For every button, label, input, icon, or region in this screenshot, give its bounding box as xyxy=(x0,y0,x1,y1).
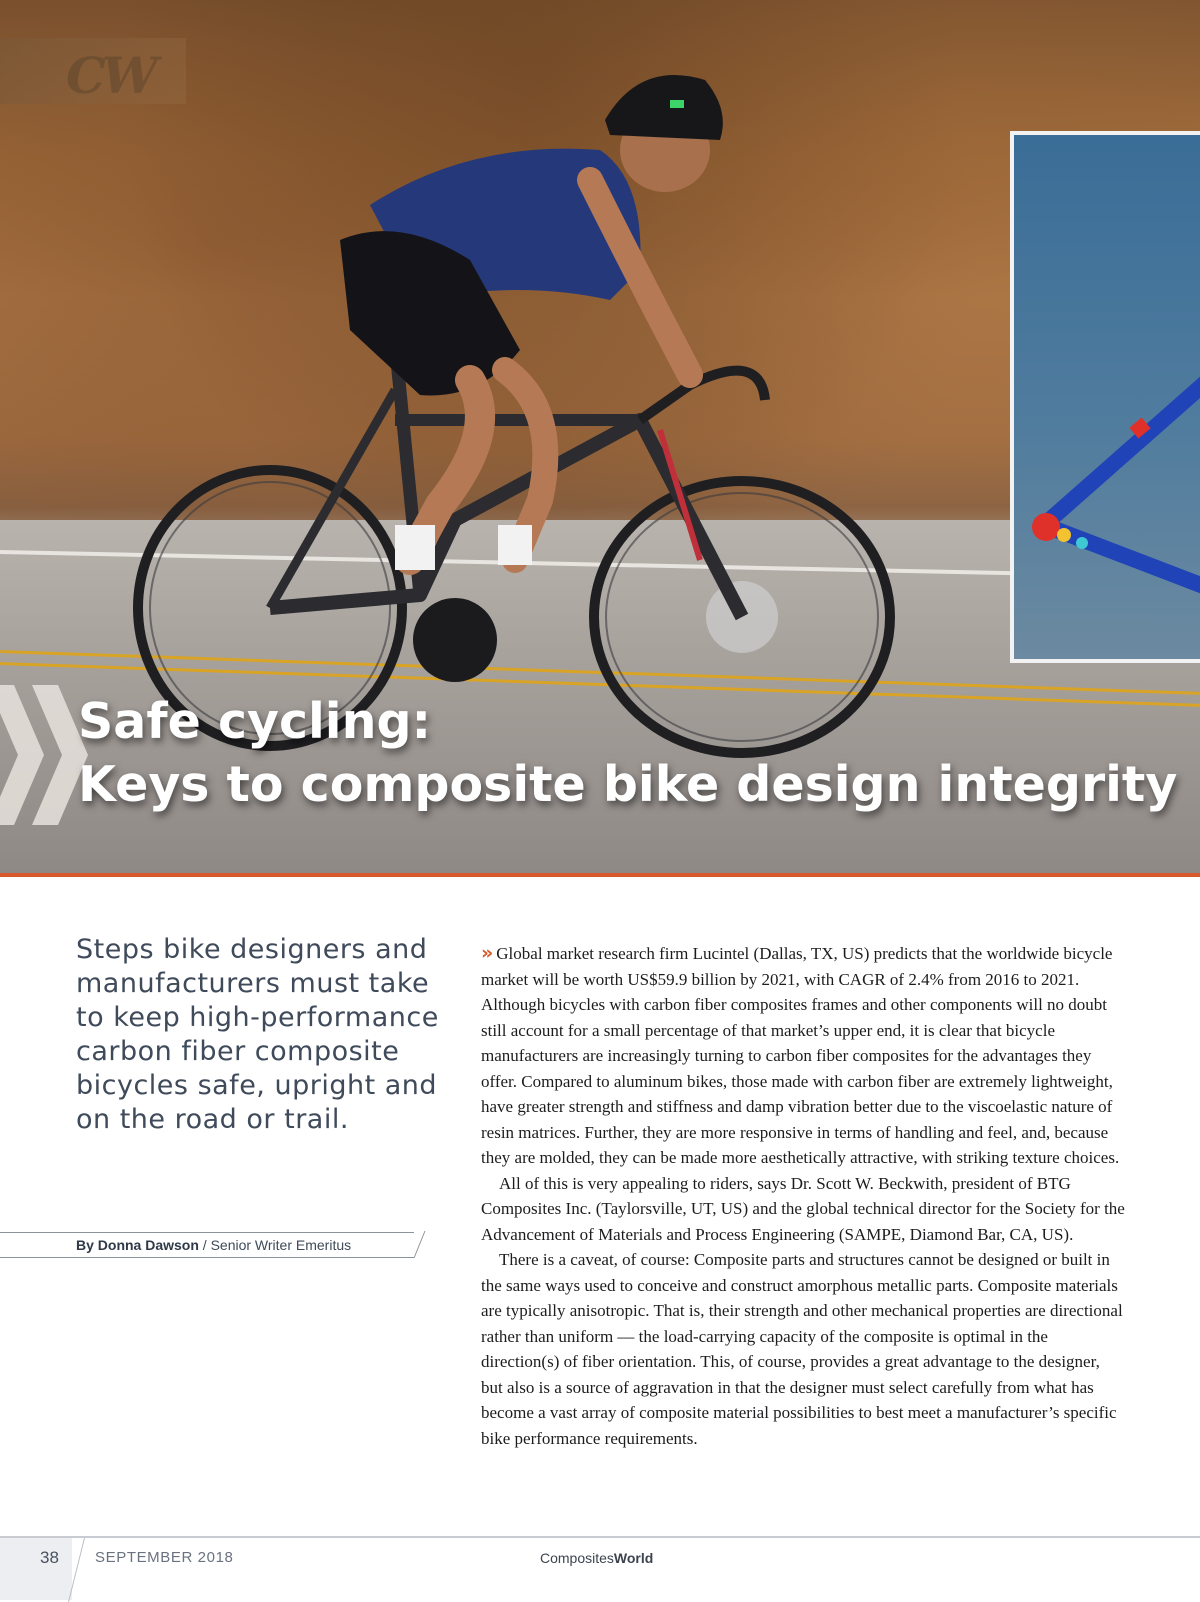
paragraph-1-text: Global market research firm Lucintel (Dallas, TX, US) predicts that the worldwide bicycle market will be worth US$59.9 billion by 2021, with CAGR of 2.4% from 2016 to 2021. Although bicycles with carbon fiber composites frames and other components will no doubt still account for a small percentage of that market’s upper end, it is clear that bicycle manufacturers are increasingly turning to carbon fiber composites for the advantages they offer. Compared to aluminum bikes, those made with carbon fiber are extremely lightweight, have greater strength and stiffness and damp vibration better due to the viscoelastic nature of resin matrices. Further, they are more responsive in terms of handling and feel, and, because they are molded, they can be made more aesthetically attractive, with striking texture choices. xyxy=(481,944,1120,1167)
footer-tab xyxy=(0,1538,72,1600)
fea-stress-plot-inset xyxy=(1010,131,1200,663)
title-line-1: Safe cycling: xyxy=(78,693,432,750)
footer-rule xyxy=(0,1536,1200,1538)
magazine-name-light: Composites xyxy=(540,1550,614,1566)
body-paragraph-3: There is a caveat, of course: Composite parts and structures cannot be designed or built in the same ways used to conceive and construct amorphous metallic parts. Composite materials are typically anisotropic. That is, their strength and other mechanical properties are directional rather than uniform — the load-carrying capacity of the composite is optimal in the direction(s) of fiber orientation. This, of course, provides a great advantage to the designer, but also is a source of aggravation in that the designer must select carefully from what has become a vast array of composite material possibilities to best meet a manufacturer’s specific bike performance requirements. xyxy=(481,1250,1123,1448)
article-title xyxy=(78,690,1177,816)
byline xyxy=(0,1232,414,1258)
fea-frame-model xyxy=(1014,135,1200,659)
chevron-decoration-icon xyxy=(0,685,88,835)
magazine-name-bold: World xyxy=(613,1550,654,1566)
author-role: Senior Writer Emeritus xyxy=(210,1237,352,1253)
page-number: 38 xyxy=(40,1548,59,1567)
accent-divider xyxy=(0,873,1200,877)
lead-marker-icon: » xyxy=(481,942,494,964)
article-deck: Steps bike designers and manufacturers must take to keep high-performance carbon fiber composite bicycles safe, upright and on the road or trail. xyxy=(76,934,439,1135)
article-body xyxy=(481,941,1125,1451)
magazine-name xyxy=(540,1550,653,1566)
cw-logo-text: CW xyxy=(66,46,154,105)
author-name: By Donna Dawson xyxy=(76,1237,199,1253)
title-line-2: Keys to composite bike design integrity xyxy=(78,756,1178,813)
body-paragraph-1 xyxy=(481,941,1125,1171)
byline-slant-divider xyxy=(414,1231,426,1258)
byline-separator: / xyxy=(202,1237,207,1253)
body-paragraph-2: All of this is very appealing to riders, says Dr. Scott W. Beckwith, president of BTG Composites Inc. (Taylorsville, UT, US) and the global technical director for the Society for the Advancement of Materials and Process Engineering (SAMPE, Diamond Bar, CA, US). xyxy=(481,1173,1125,1244)
issue-date: SEPTEMBER 2018 xyxy=(95,1549,234,1566)
